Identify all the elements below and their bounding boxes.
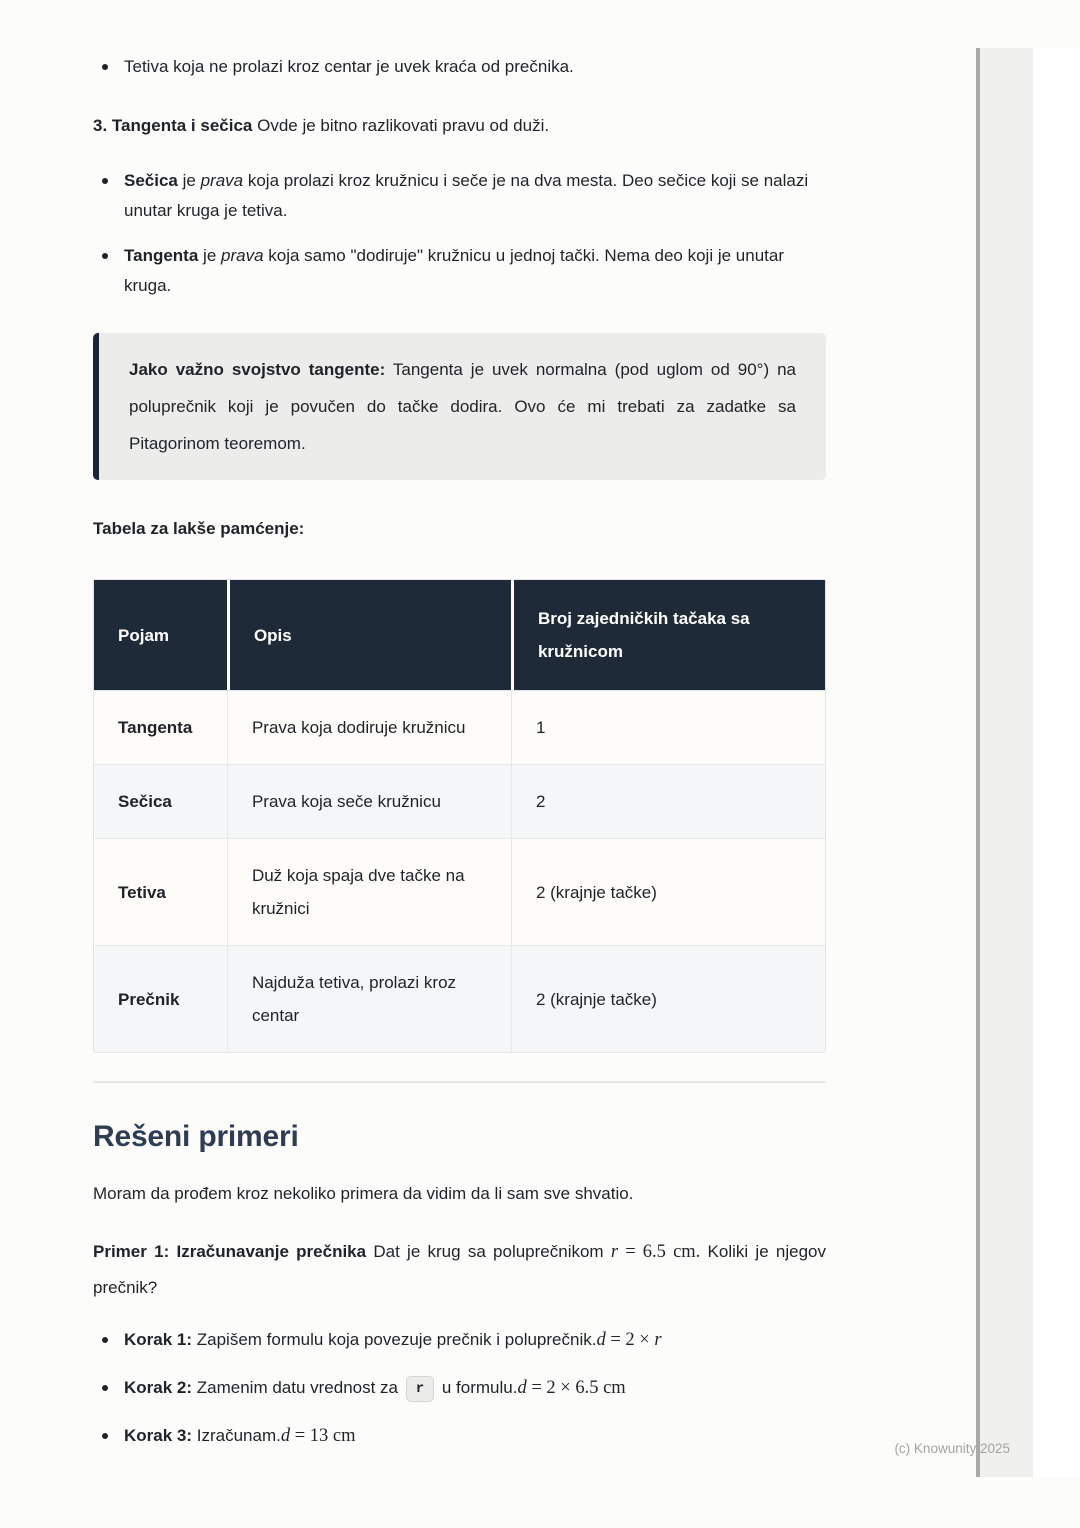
cell-broj: 2 (511, 764, 825, 838)
math-variable: r (610, 1242, 619, 1262)
watermark: (c) Knowunity 2025 (894, 1441, 1010, 1456)
cell-broj: 2 (krajnje tačke) (511, 838, 825, 945)
korak-3-text: Izračunam. (192, 1426, 281, 1445)
primer-1-text: Dat je krug sa poluprečnikom (366, 1242, 611, 1261)
cell-term: Sečica (94, 764, 227, 838)
bullet-icon (102, 1337, 108, 1343)
math-rest: = 2 × (605, 1330, 655, 1350)
korak-2-label: Korak 2: (124, 1378, 193, 1397)
primer-1-label: Primer 1: Izračunavanje prečnika (93, 1242, 367, 1261)
math-variable: d (517, 1378, 527, 1398)
cell-broj: 2 (krajnje tačke) (511, 945, 825, 1052)
section-3-heading-bold: 3. Tangenta i sečica (93, 116, 253, 135)
math-variable: d (280, 1426, 291, 1446)
callout-text (129, 351, 796, 462)
list-item-secica (93, 166, 826, 226)
bullet-icon (102, 64, 108, 70)
section-divider (93, 1081, 826, 1083)
table-row (94, 690, 825, 764)
math-formula-d-2r (596, 1330, 661, 1350)
table-row (94, 838, 825, 945)
primer-1-paragraph (93, 1234, 826, 1305)
math-rest: = 13 cm (290, 1426, 356, 1446)
inline-code-chip-r: r (406, 1376, 434, 1402)
section-title: Rešeni primeri (93, 1120, 299, 1153)
math-r-value (611, 1242, 700, 1262)
table-header-row (94, 580, 825, 690)
list-item-text: koja prolazi kroz kružnicu i seče je na dva mesta. Deo sečice koji se nalazi unutar kruga je tetiva. (124, 171, 809, 220)
cell-broj: 1 (511, 690, 825, 764)
callout-lead-bold: Jako važno svojstvo tangente: (129, 360, 386, 379)
korak-2-text-before: Zamenim datu vrednost za (192, 1378, 403, 1397)
bullet-icon (102, 1433, 108, 1439)
cell-term: Tetiva (94, 838, 227, 945)
table-header-pojam: Pojam (94, 580, 227, 690)
list-item-text: koja samo "dodiruje" kružnicu u jednoj tački. Nema deo koji je unutar kruga. (124, 246, 784, 295)
korak-2-text-after: u formulu. (437, 1378, 518, 1397)
summary-table (93, 579, 826, 1053)
list-item-korak-2 (93, 1373, 826, 1403)
list-item-text: je (198, 246, 221, 265)
section-3-heading-rest: Ovde je bitno razlikovati pravu od duži. (252, 116, 550, 135)
definitions-bullet-list (93, 166, 826, 301)
document-page (93, 0, 826, 1451)
math-rest: = 2 × 6.5 cm (526, 1378, 626, 1398)
table-heading: Tabela za lakše pamćenje: (93, 519, 305, 538)
list-item-text: je (177, 171, 201, 190)
cell-opis: Prava koja seče kružnicu (227, 764, 511, 838)
bullet-icon (102, 253, 108, 259)
table-row (94, 945, 825, 1052)
cell-term: Prečnik (94, 945, 227, 1052)
term-prava-italic: prava (221, 246, 264, 265)
cell-opis: Najduža tetiva, prolazi kroz centar (227, 945, 511, 1052)
page-edge-gap (1033, 48, 1080, 1477)
cell-opis: Duž koja spaja dve tačke na kružnici (227, 838, 511, 945)
primer-1-question: Koliki je njegov prečnik? (93, 1242, 826, 1297)
table-header-opis: Opis (227, 580, 511, 690)
term-secica: Sečica (124, 171, 178, 190)
list-item-tetiva (93, 52, 826, 82)
korak-1-label: Korak 1: (124, 1330, 193, 1349)
list-item-tangenta (93, 241, 826, 301)
math-variable: d (596, 1330, 606, 1350)
bullet-icon (102, 178, 108, 184)
scrollbar-track[interactable] (976, 48, 1033, 1477)
callout-important-note (93, 333, 826, 480)
callout-body-text: Tangenta je uvek normalna (pod uglom od 90°) na poluprečnik koji je povučen do tačke dodira. Ovo će mi trebati za zadatke sa Pitagorinom teoremom. (129, 360, 796, 453)
term-tangenta: Tangenta (124, 246, 199, 265)
list-item-text: Tetiva koja ne prolazi kroz centar je uvek kraća od prečnika. (124, 57, 574, 76)
intro-bullet-list (93, 52, 826, 82)
cell-term: Tangenta (94, 690, 227, 764)
math-formula-d-2x65 (517, 1378, 625, 1398)
term-prava-italic: prava (200, 171, 244, 190)
table-header-broj: Broj zajedničkih tačaka sa kružnicom (511, 580, 825, 690)
section-intro-text: Moram da prođem kroz nekoliko primera da vidim da li sam sve shvatio. (93, 1184, 634, 1203)
koraci-bullet-list (93, 1325, 826, 1451)
math-variable: r (654, 1330, 662, 1350)
bullet-icon (102, 1385, 108, 1391)
cell-opis: Prava koja dodiruje kružnicu (227, 690, 511, 764)
table-row (94, 764, 825, 838)
korak-3-label: Korak 3: (124, 1426, 193, 1445)
math-rest: = 6.5 cm. (618, 1242, 701, 1262)
list-item-korak-1 (93, 1325, 826, 1355)
korak-1-text: Zapišem formulu koja povezuje prečnik i poluprečnik. (192, 1330, 597, 1349)
section-3-heading (93, 111, 826, 141)
